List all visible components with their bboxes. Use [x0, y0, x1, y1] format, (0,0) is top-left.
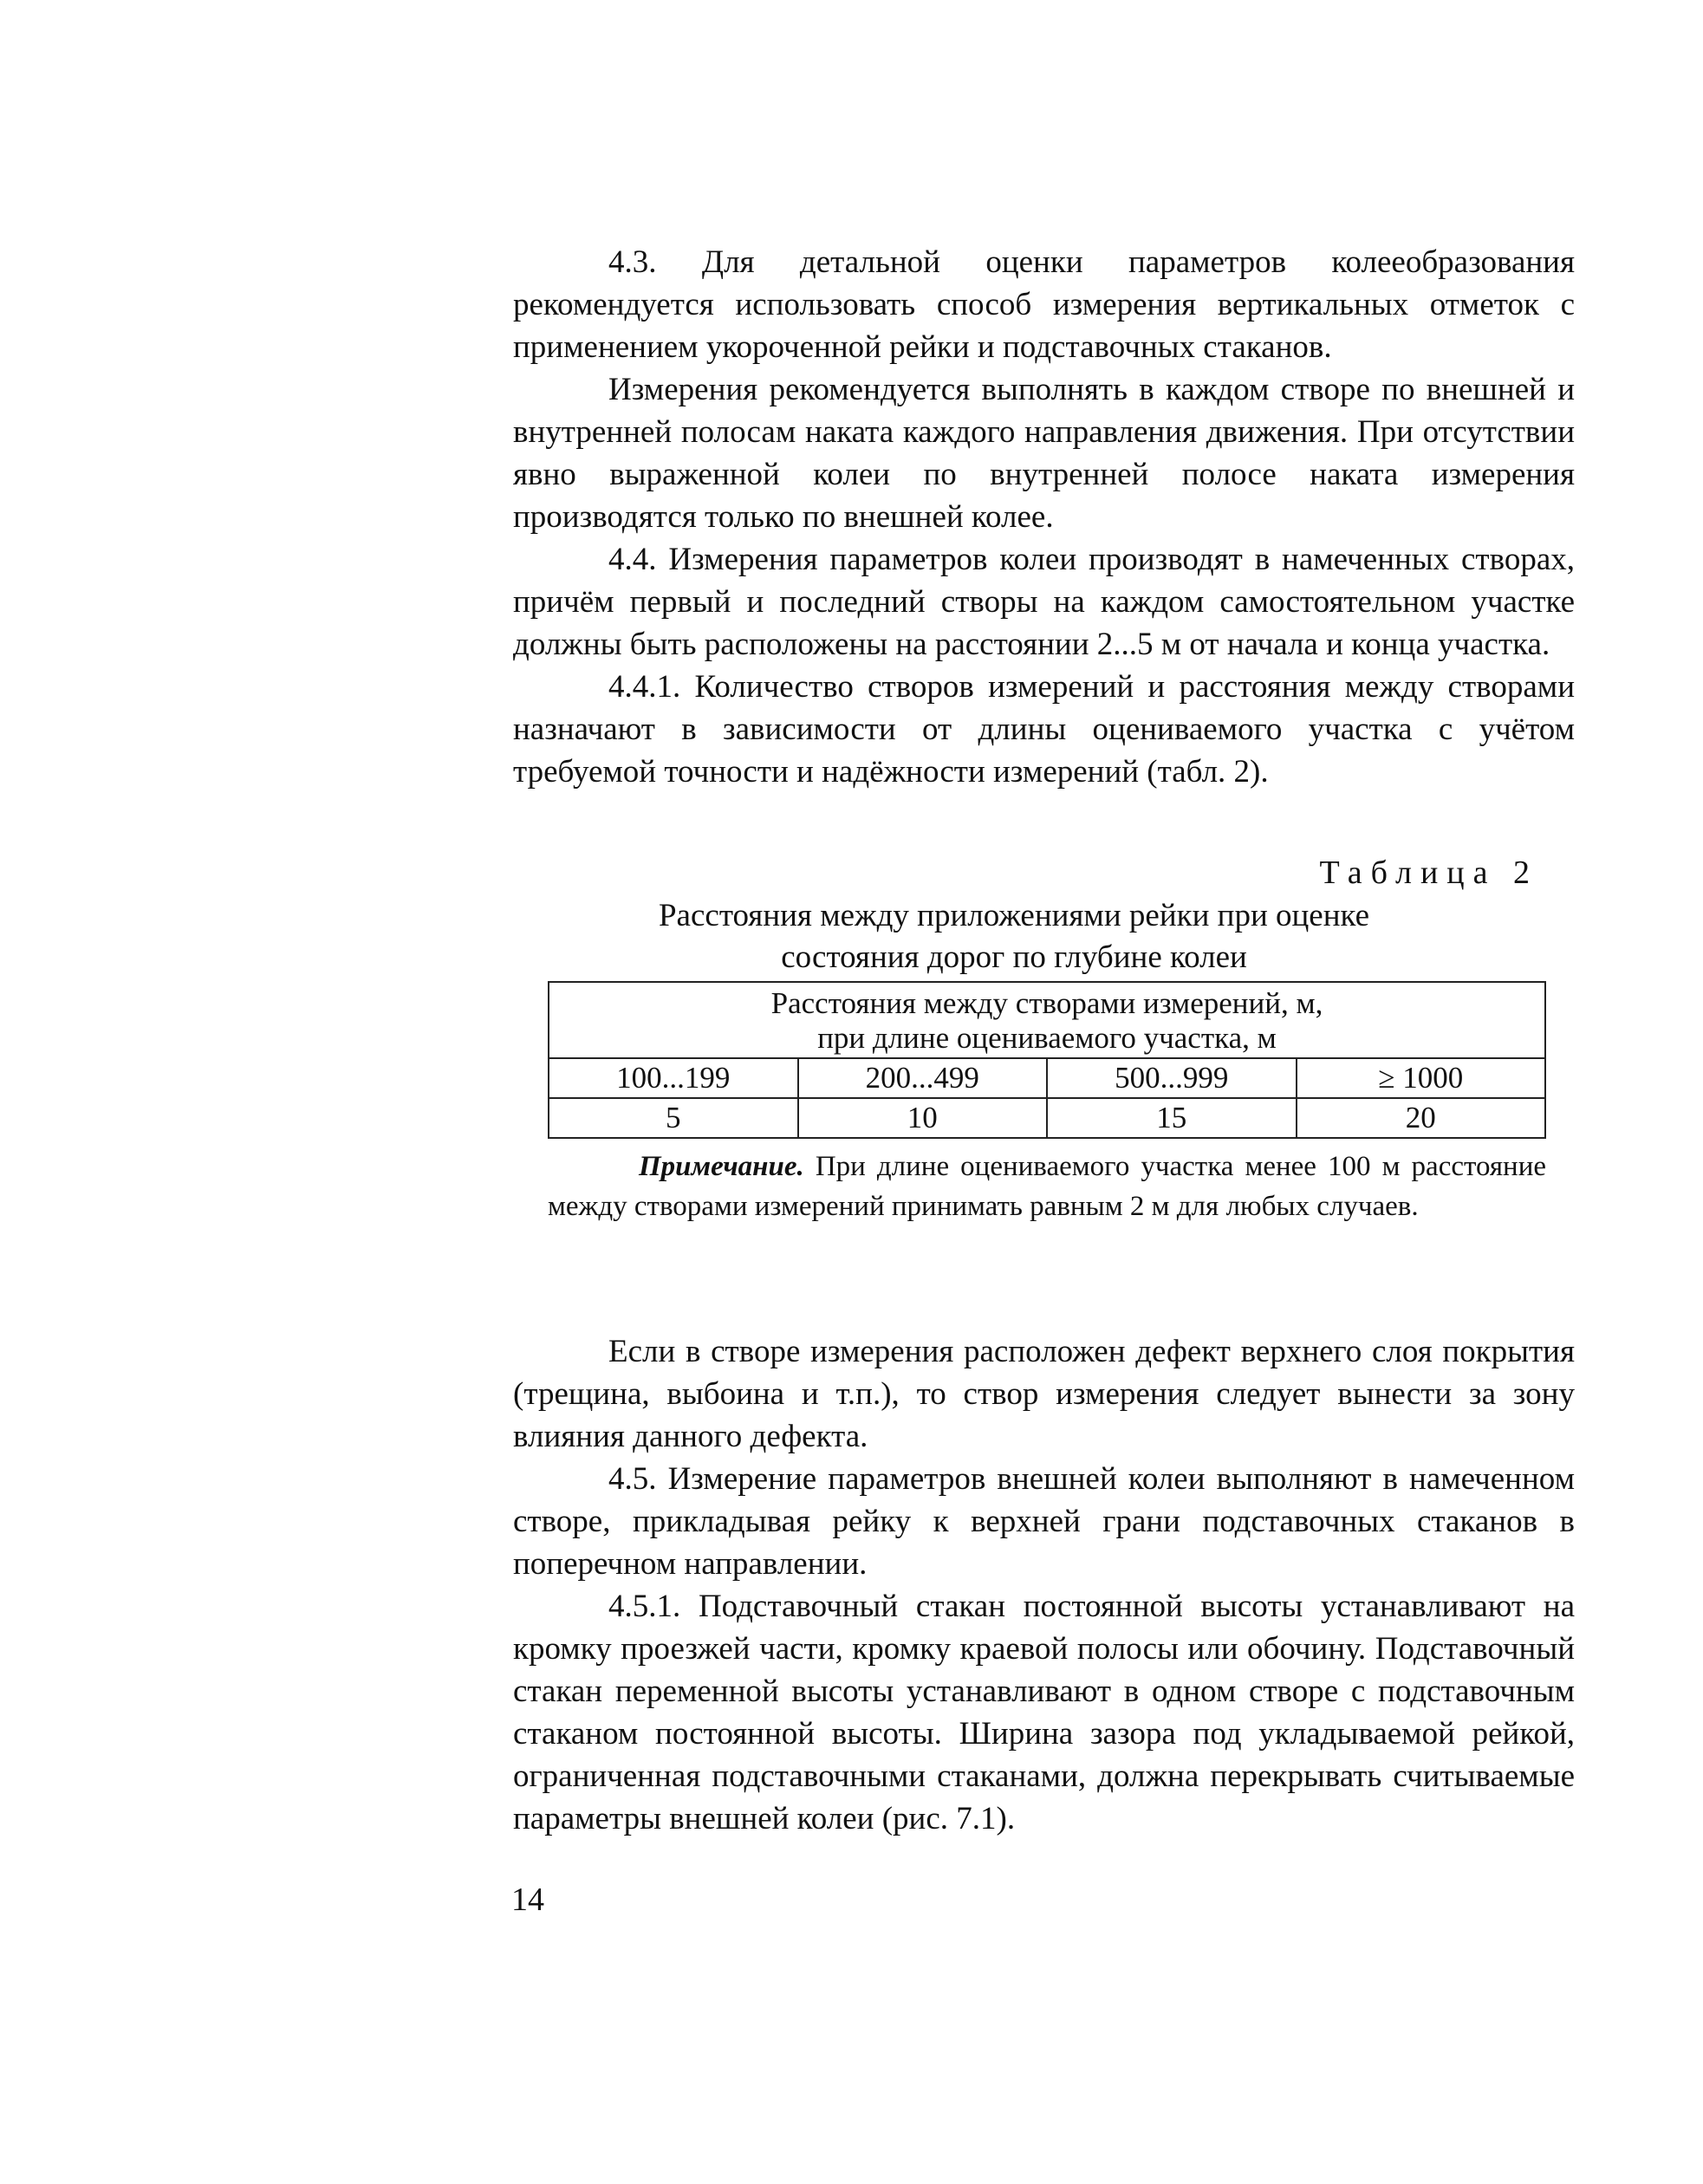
- bottom-text-block: [513, 1330, 1575, 1840]
- paragraph-defect: Если в створе измерения расположен дефект верхнего слоя покрытия (трещина, выбоина и т.п.), то створ измерения следует вынести за зону влияния данного дефекта.: [513, 1334, 1575, 1454]
- table-cell-range: 500...999: [1047, 1058, 1297, 1098]
- table-title: [563, 895, 1465, 978]
- table-note: [548, 1147, 1546, 1226]
- paragraph-4-4-1: 4.4.1. Количество створов измерений и расстояния между створами назначают в зависимости от длины оцениваемого участка с учётом требуемой точности и надёжности измерений (табл. 2).: [513, 669, 1575, 790]
- table-row: [549, 1058, 1545, 1098]
- distance-table: [548, 981, 1546, 1139]
- table-cell-range: 200...499: [798, 1058, 1048, 1098]
- paragraph-measurements: Измерения рекомендуется выполнять в каждом створе по внешней и внутренней полосам наката каждого направления движения. При отсутствии явно выраженной колеи по внутренней полосе наката измерения производятся только по внешней колее.: [513, 372, 1575, 535]
- table-container: [548, 981, 1546, 1139]
- table-cell-value: 5: [549, 1098, 798, 1138]
- table-cell-range: ≥ 1000: [1297, 1058, 1546, 1098]
- paragraph-4-3: 4.3. Для детальной оценки параметров колееобразования рекомендуется использовать способ измерения вертикальных отметок с применением укороченной рейки и подставочных стаканов.: [513, 244, 1575, 365]
- table-cell-range: 100...199: [549, 1058, 798, 1098]
- table-header-row: [549, 982, 1545, 1058]
- note-label: Примечание.: [639, 1151, 804, 1182]
- table-title-line-1: Расстояния между приложениями рейки при оценке: [658, 898, 1370, 933]
- table-header-cell: [549, 982, 1545, 1058]
- table-cell-value: 10: [798, 1098, 1048, 1138]
- paragraph-4-5-1: 4.5.1. Подставочный стакан постоянной высоты устанавливают на кромку проезжей части, кромку краевой полосы или обочину. Подставочный стакан переменной высоты устанавливают в одном створе с подставочным стаканом постоянной высоты. Ширина зазора под укладываемой рейкой, ограниченная подставочными стаканами, должна перекрывать считываемые параметры внешней колеи (рис. 7.1).: [513, 1589, 1575, 1836]
- table-header-line-2: при длине оцениваемого участка, м: [817, 1021, 1277, 1055]
- table-header-line-1: Расстояния между створами измерений, м,: [770, 986, 1323, 1020]
- note-paragraph: [548, 1147, 1546, 1226]
- table-label: Таблица 2: [1319, 855, 1538, 891]
- paragraph-4-5: 4.5. Измерение параметров внешней колеи выполняют в намеченном створе, прикладывая рейку к верхней грани подставочных стаканов в поперечном направлении.: [513, 1461, 1575, 1582]
- table-cell-value: 15: [1047, 1098, 1297, 1138]
- top-text-block: [513, 241, 1575, 793]
- table-cell-value: 20: [1297, 1098, 1546, 1138]
- table-row: [549, 1098, 1545, 1138]
- paragraph-4-4: 4.4. Измерения параметров колеи производят в намеченных створах, причём первый и последний створы на каждом самостоятельном участке должны быть расположены на расстоянии 2...5 м от начала и конца участка.: [513, 542, 1575, 662]
- page-number: 14: [511, 1882, 544, 1918]
- note-text: При длине оцениваемого участка менее 100 м расстояние между створами измерений принимать равным 2 м для любых случаев.: [548, 1151, 1547, 1222]
- table-title-line-2: состояния дорог по глубине колеи: [781, 939, 1247, 975]
